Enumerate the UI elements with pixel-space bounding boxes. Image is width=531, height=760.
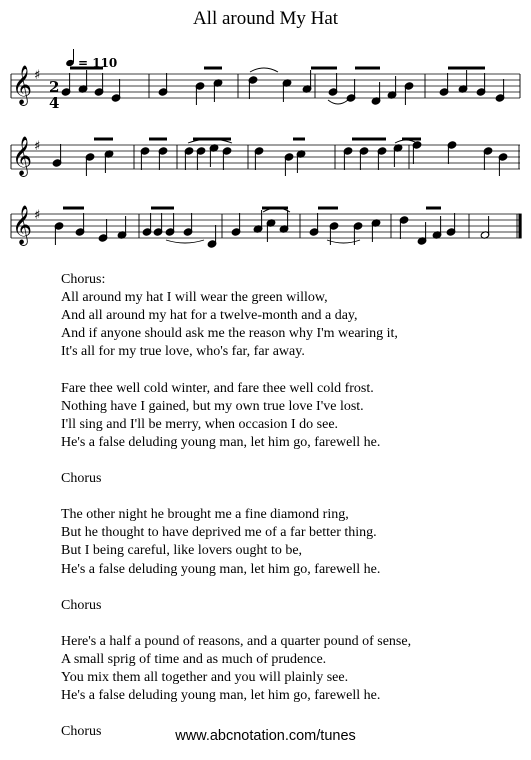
lyrics-line: But he thought to have deprived me of a far better thing. [61,525,377,541]
treble-clefs [12,65,32,246]
lyrics-line: And all around my hat for a twelve-month and a day, [61,308,358,324]
lyrics-line: Fare thee well cold winter, and fare thee well cold frost. [61,380,374,396]
sheet-music-score [0,0,531,260]
lyrics-stanza [61,271,501,361]
sharp-icon: ♯ [34,68,41,83]
lyrics-line: A small sprig of time and as much of prudence. [61,651,327,667]
lyrics-line: All around my hat I will wear the green willow, [61,290,328,306]
time-signature [49,78,59,112]
lyrics-line: Chorus [61,471,102,487]
lyrics-line: He's a false deluding young man, let him go, farewell he. [61,561,381,577]
treble-clef-icon: 𝄞 [12,205,33,245]
lyrics-stanza [61,380,501,452]
final-barline-thick [519,214,521,238]
notes [52,70,508,248]
footer-url: www.abcnotation.com/tunes [175,728,356,744]
lyrics-stanza [61,470,501,488]
lyrics-line: It's all for my true love, who's far, far away. [61,344,305,360]
slur [328,100,348,104]
sharp-icon: ♯ [34,139,41,154]
lyrics-line: You mix them all together and you will plainly see. [61,670,349,686]
time-signature-top: 2 [49,78,60,96]
lyrics-line: And if anyone should ask me the reason why I'm wearing it, [61,326,398,342]
tempo-text: = 110 [78,56,118,70]
lyrics-line: Here's a half a pound of reasons, and a quarter pound of sense, [61,633,412,649]
lyrics-line: Nothing have I gained, but my own true love I've lost. [61,398,364,414]
lyrics-block [61,271,501,760]
key-signatures [34,68,40,223]
treble-clef-icon: 𝄞 [12,136,33,176]
lyrics-stanza [61,633,501,705]
lyrics-line: He's a false deluding young man, let him go, farewell he. [61,434,381,450]
lyrics-line: I'll sing and I'll be merry, when occasion I do see. [61,416,339,432]
time-signature-bottom: 4 [49,94,60,112]
lyrics-line: Chorus [61,597,102,613]
slur [166,240,204,243]
treble-clef-icon: 𝄞 [12,65,33,105]
slur [250,68,278,72]
lyrics-line: The other night he brought me a fine diamond ring, [61,507,349,523]
tune-title: All around My Hat [192,8,339,29]
lyrics-stanza [61,597,501,615]
slur [327,240,360,243]
lyrics-line: Chorus: [61,272,106,287]
lyrics-line: But I being careful, like lovers ought to be, [61,543,303,559]
lyrics-stanza [61,506,501,578]
lyrics-line: Chorus [61,724,102,740]
beams [63,68,485,208]
sharp-icon: ♯ [34,208,41,223]
lyrics-line: He's a false deluding young man, let him go, farewell he. [61,688,381,704]
